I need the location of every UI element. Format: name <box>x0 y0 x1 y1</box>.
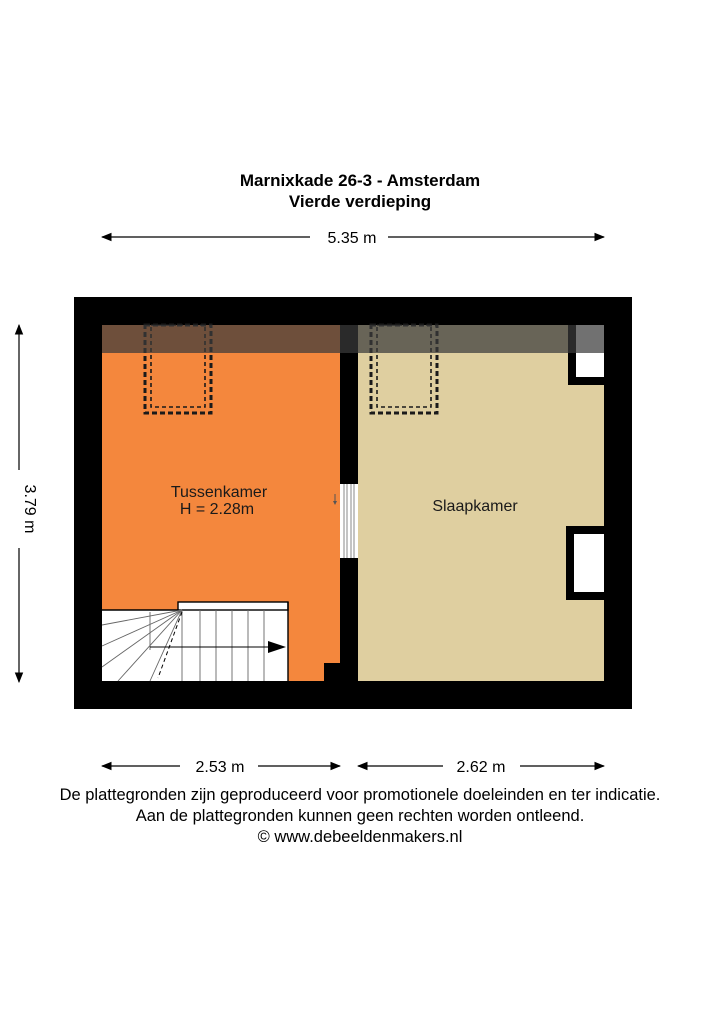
copyright-line: © www.debeeldenmakers.nl <box>257 828 463 846</box>
window-niche-bottom-glass <box>574 534 604 592</box>
sloped-ceiling-overlay <box>102 325 604 353</box>
room-slaapkamer-label: Slaapkamer <box>432 498 518 515</box>
room-tussenkamer-height: H = 2.28m <box>179 501 255 518</box>
staircase <box>102 602 288 681</box>
dimension-left-width <box>102 759 340 776</box>
disclaimer-line-2: Aan de plattegronden kunnen geen rechten worden ontleend. <box>135 807 585 825</box>
dimension-total-depth-label: 3.79 m <box>21 484 38 534</box>
dimension-right-width-label: 2.62 m <box>456 759 506 776</box>
dimension-total-width-label: 5.35 m <box>327 230 377 247</box>
dimension-left-width-label: 2.53 m <box>195 759 245 776</box>
plan-title: Marnixkade 26-3 - Amsterdam <box>239 171 481 190</box>
disclaimer-line-1: De plattegronden zijn geproduceerd voor promotionele doeleinden en ter indicatie. <box>59 786 661 804</box>
dimension-total-width <box>102 230 604 247</box>
dividing-wall-lower <box>340 558 358 681</box>
stair-wall-stub <box>324 663 340 681</box>
dimension-total-depth <box>19 325 38 682</box>
dimension-right-width <box>358 759 604 776</box>
plan-subtitle: Vierde verdieping <box>288 192 432 211</box>
room-tussenkamer-label: Tussenkamer <box>170 484 268 501</box>
